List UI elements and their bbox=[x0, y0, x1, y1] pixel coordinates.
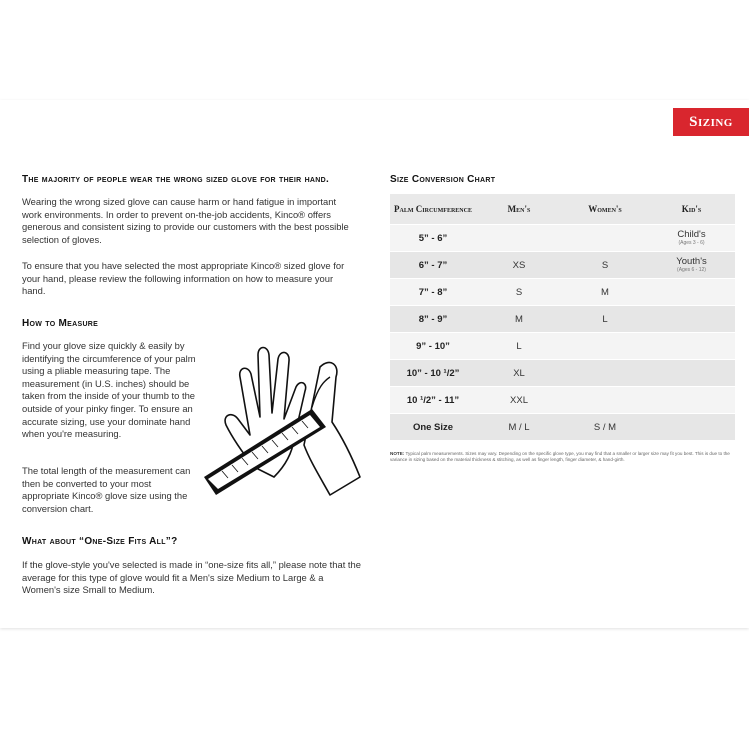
cell-palm: 5” - 6” bbox=[418, 232, 448, 244]
cell-men: XXL bbox=[510, 394, 528, 406]
kid-size: Child's bbox=[677, 229, 706, 240]
sizing-page bbox=[0, 100, 749, 628]
cell-men: XL bbox=[513, 367, 525, 379]
cell-kid bbox=[648, 257, 735, 273]
header-palm: Palm Circumference bbox=[394, 203, 472, 214]
cell-men: M bbox=[515, 313, 523, 325]
sizing-tab: Sizing bbox=[673, 108, 749, 136]
table-row bbox=[390, 360, 735, 386]
chart-note bbox=[390, 451, 736, 463]
header-mens: Men's bbox=[507, 204, 531, 214]
note-text: Typical palm measurements. Sizes may vary. Depending on the specific glove type, you may find that a smaller or larger size may fit you best. This is due to the variance in sizing based on the material thickness & stitching, as well as finger length, finger diameter, & hand-girth. bbox=[390, 451, 730, 462]
hand-measuring-tape-icon bbox=[202, 327, 362, 499]
kid-age-note: (Ages 6 - 12) bbox=[677, 267, 706, 273]
heading-how-to-measure: How to Measure bbox=[22, 318, 99, 329]
cell-palm: One Size bbox=[412, 421, 454, 433]
cell-men: S bbox=[515, 286, 523, 298]
cell-palm: 10 ¹/2” - 11” bbox=[406, 394, 460, 406]
table-row bbox=[390, 333, 735, 359]
paragraph-conversion: The total length of the measurement can then be converted to your most appropriate Kinco® glove size using the conversion chart. bbox=[22, 465, 191, 514]
cell-women: L bbox=[602, 313, 608, 325]
cell-men: XS bbox=[512, 259, 526, 271]
cell-women: S bbox=[601, 259, 609, 271]
note-label: NOTE: bbox=[390, 451, 405, 456]
cell-palm: 10” - 10 ¹/2” bbox=[406, 367, 460, 379]
paragraph-intro: Wearing the wrong sized glove can cause harm or hand fatigue in important work environments. In order to prevent on-the-job accidents, Kinco® offers generous and consistent sizing to provide our customers with the best possible selection of gloves. bbox=[22, 196, 349, 245]
size-conversion-table bbox=[390, 194, 735, 441]
paragraph-measure: Find your glove size quickly & easily by identifying the circumference of your palm using a pliable measuring tape. The measurement (in U.S. inches) should be taken from the inside of your thumb to the outside of your pinky finger. To ensure an accurate sizing, use your dominate hand when you're measuring. bbox=[22, 340, 196, 440]
table-row bbox=[390, 306, 735, 332]
cell-palm: 8” - 9” bbox=[418, 313, 448, 325]
cell-palm: 7” - 8” bbox=[418, 286, 448, 298]
kid-age-note: (Ages 3 - 6) bbox=[678, 240, 705, 246]
header-kids: Kid's bbox=[681, 204, 702, 214]
header-womens: Women's bbox=[588, 204, 622, 214]
paragraph-ensure: To ensure that you have selected the most appropriate Kinco® sized glove for your hand, please review the following information on how to measure your hand. bbox=[22, 260, 345, 297]
heading-wrong-size: The majority of people wear the wrong sized glove for their hand. bbox=[22, 174, 330, 185]
cell-men: M / L bbox=[508, 421, 530, 433]
cell-kid bbox=[648, 230, 735, 246]
table-header-row bbox=[390, 194, 735, 224]
heading-one-size: What about “One-Size Fits All”? bbox=[22, 536, 178, 547]
table-row bbox=[390, 225, 735, 251]
cell-palm: 9” - 10” bbox=[416, 340, 450, 352]
chart-title: Size Conversion Chart bbox=[390, 174, 496, 185]
table-row bbox=[390, 414, 735, 440]
paragraph-one-size: If the glove-style you've selected is made in “one-size fits all,” please note that the average for this type of glove would fit a Men's size Medium to Large & a Women's size Small to Medium. bbox=[22, 559, 361, 596]
table-row bbox=[390, 279, 735, 305]
cell-women: S / M bbox=[593, 421, 617, 433]
table-row bbox=[390, 252, 735, 278]
kid-size: Youth's bbox=[676, 256, 707, 267]
cell-women: M bbox=[601, 286, 609, 298]
table-row bbox=[390, 387, 735, 413]
cell-men: L bbox=[516, 340, 522, 352]
cell-palm: 6” - 7” bbox=[418, 259, 448, 271]
